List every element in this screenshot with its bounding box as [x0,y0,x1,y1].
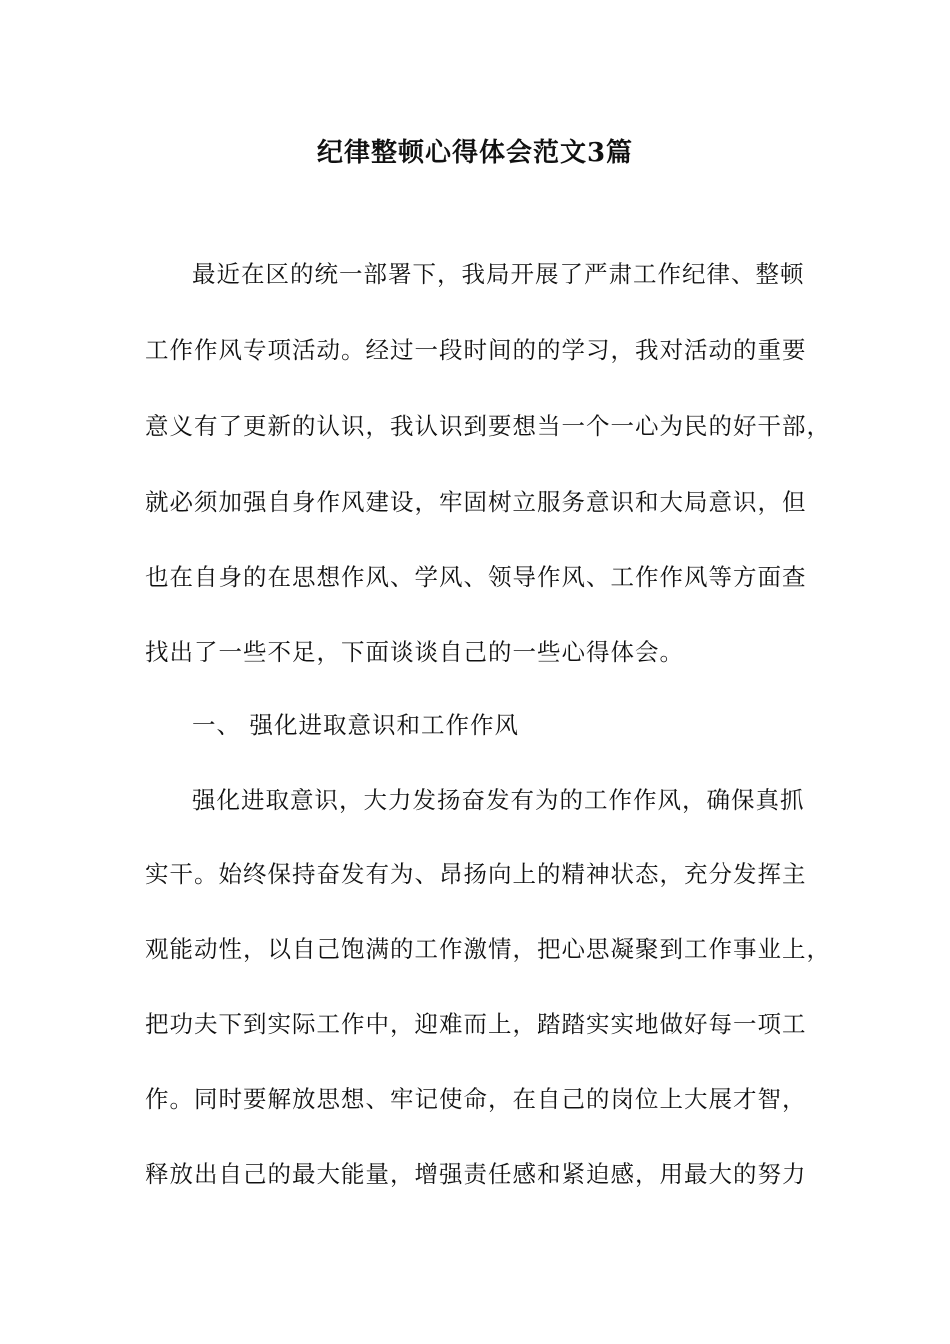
text-line: 意义有了更新的认识，我认识到要想当一个一心为民的好干部， [145,412,831,440]
text-line: 工作作风专项活动。经过一段时间的的学习，我对活动的重要 [145,336,807,364]
text-line: 释放出自己的最大能量，增强责任感和紧迫感，用最大的努力 [145,1160,807,1188]
text-line: 也在自身的在思想作风、学风、领导作风、工作作风等方面查 [145,563,807,591]
text-line: 作。同时要解放思想、牢记使命，在自己的岗位上大展才智， [145,1085,807,1113]
text-line: 最近在区的统一部署下，我局开展了严肃工作纪律、整顿 [192,260,805,288]
text-line: 找出了一些不足，下面谈谈自己的一些心得体会。 [145,638,684,666]
text-line: 把功夫下到实际工作中，迎难而上，踏踏实实地做好每一项工 [145,1010,807,1038]
document-title: 纪律整顿心得体会范文3篇 [316,138,634,168]
text-line: 实干。始终保持奋发有为、昂扬向上的精神状态，充分发挥主 [145,860,807,888]
text-line: 强化进取意识，大力发扬奋发有为的工作作风，确保真抓 [192,786,805,814]
text-line: 就必须加强自身作风建设，牢固树立服务意识和大局意识，但 [145,488,807,516]
text-line: 观能动性，以自己饱满的工作激情，把心思凝聚到工作事业上， [145,935,831,963]
section-heading: 一、 强化进取意识和工作作风 [192,711,519,739]
